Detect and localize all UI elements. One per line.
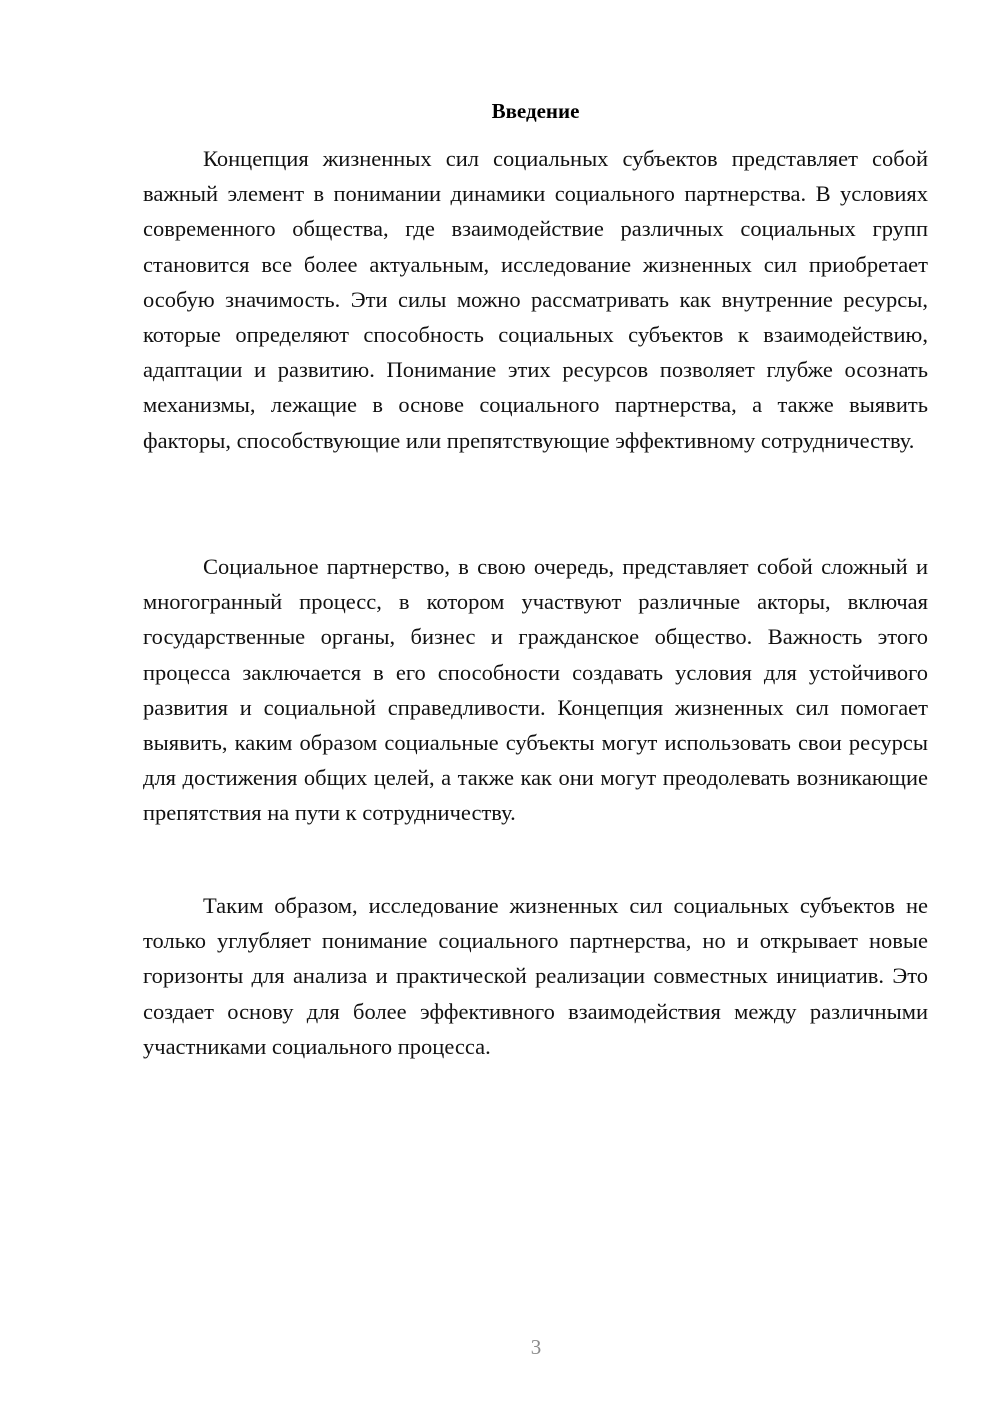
paragraph-1: Концепция жизненных сил социальных субъектов представляет собой важный элемент в понимании динамики социального партнерства. В условиях современного общества, где взаимодействие различных социальных групп становится все более актуальным, исследование жизненных сил приобретает особую значимость. Эти силы можно рассматривать как внутренние ресурсы, которые определяют способность социальных субъектов к взаимодействию, адаптации и развитию. Понимание этих ресурсов позволяет глубже осознать механизмы, лежащие в основе социального партнерства, а также выявить факторы, способствующие или препятствующие эффективному сотрудничеству. xyxy=(143,146,928,453)
section-heading: Введение xyxy=(491,99,580,123)
page-number: 3 xyxy=(530,1335,542,1359)
paragraph-2: Социальное партнерство, в свою очередь, представляет собой сложный и многогранный процесс, в котором участвуют различные акторы, включая государственные органы, бизнес и гражданское общество. Важность этого процесса заключается в его способности создавать условия для устойчивого развития и социальной справедливости. Концепция жизненных сил помогает выявить, каким образом социальные субъекты могут использовать свои ресурсы для достижения общих целей, а также как они могут преодолевать возникающие препятствия на пути к сотрудничеству. xyxy=(143,554,928,826)
paragraph-3: Таким образом, исследование жизненных сил социальных субъектов не только углубляет понимание социального партнерства, но и открывает новые горизонты для анализа и практической реализации совместных инициатив. Это создает основу для более эффективного взаимодействия между различными участниками социального процесса. xyxy=(143,893,928,1059)
